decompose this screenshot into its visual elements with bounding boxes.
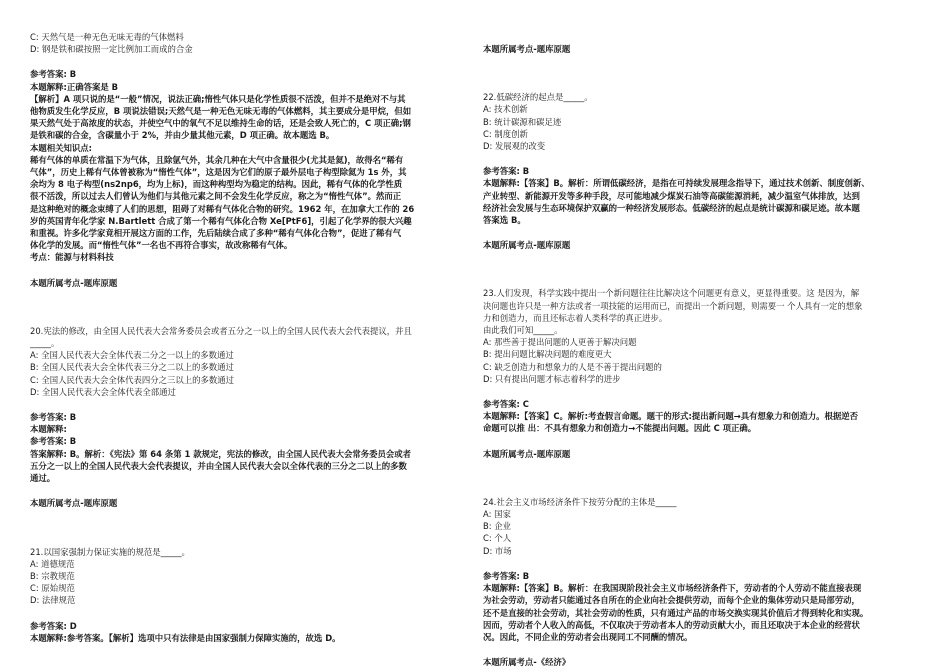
source-line: 本题所属考点-《经济》 <box>483 657 571 668</box>
question-20-stem: 20.宪法的修改，由全国人民代表大会常务委员会或者五分之一以上的全国人民代表大会代表提议，并且 <box>30 325 412 336</box>
explanation-line: 【解析】A 项只说的是“一般”情况，说法正确;惰性气体只是化学性质很不活泼，但并不是绝对不与其 <box>30 93 406 104</box>
explanation-line: 答案选 B。 <box>483 215 526 226</box>
explanation-line: 为社会劳动，劳动者只能通过各自所在的企业向社会提供劳动，而每个企业的集体劳动只是局部劳动， <box>483 595 860 606</box>
knowledge-block <box>30 154 470 252</box>
explanation-block <box>483 410 923 434</box>
source-line: 本题所属考点-题库原题 <box>483 240 571 251</box>
question-20-blank: _____。 <box>30 338 60 349</box>
explanation-heading: 本题解释: <box>30 424 67 435</box>
source-line: 本题所属考点-题库原题 <box>483 44 571 54</box>
stem-line: 23.人们发现，科学实践中提出一个新问题往往比解决这个问题更有意义，更显得重要。这 是因为，解 <box>483 288 860 299</box>
option-b: B: 宗教规范 <box>30 570 75 581</box>
explanation-line: 产业转型、新能源开发等多种手段，尽可能地减少煤炭石油等高碳能源消耗，减少温室气体排放，达到 <box>483 190 860 201</box>
explanation-line: 果天然气处于高浓度的状态，并使空气中的氧气不足以维持生命的话，还是会致人死亡的，C 项正确;钢 <box>30 118 411 129</box>
reference-answer: 参考答案: C <box>483 399 529 410</box>
reference-answer: 参考答案: D <box>30 620 77 631</box>
explanation-line: 答案解释: B。解析：《宪法》第 64 条第 1 款规定，宪法的修改，由全国人民代表大会常务委员会或者 <box>30 448 411 459</box>
option-c: C: 个人 <box>483 533 512 544</box>
explanation-line: 通过。 <box>30 473 56 484</box>
knowledge-line: 余均为 8 电子构型(ns2np6，均为上标)，而这种构型均为稳定的结构。因此，稀有气体的化学性质 <box>30 179 403 190</box>
explanation-block <box>483 177 923 226</box>
option-a: A: 国家 <box>483 509 511 520</box>
knowledge-line: 和重视。许多化学家竟相开展这方面的工作，先后陆续合成了多种“稀有气体化合物”，促进了稀有气 <box>30 228 402 239</box>
reference-answer: 参考答案: B <box>483 166 530 177</box>
explanation-line: 本题解释:参考答案。【解析】选项中只有法律是由国家强制力保障实施的，故选 D。 <box>30 632 341 643</box>
explanation-line: 本题解释:【答案】B。解析：在我国现阶段社会主义市场经济条件下，劳动者的个人劳动不能直接表现 <box>483 583 862 594</box>
knowledge-line: 岁的英国青年化学家 N.Bartlett 合成了第一个稀有气体化合物 Xe[PtF6]，引起了化学界的很大兴趣 <box>30 215 412 226</box>
explanation-line: 还不是直接的社会劳动，其社会劳动的性质，只有通过产品的市场交换实现其价值后才得到转化和实现。 <box>483 607 869 618</box>
option-c: C: 缺乏创造力和想象力的人是不善于提出问题的 <box>483 361 662 372</box>
explanation-line: 本题解释:【答案】C。解析:考查假言命题。题干的形式:提出新问题→具有想象力和创造力。根据逆否 <box>483 411 858 422</box>
stem-line: 决问题也许只是一种方法或者一项技能的运用而已，而提出一个新问题，则需要一 个人具有一定的想象 <box>483 300 863 311</box>
option-a: A: 技术创新 <box>483 104 528 115</box>
option-b: B: 企业 <box>483 521 511 532</box>
option-c: C: 全国人民代表大会全体代表四分之三以上的多数通过 <box>30 374 234 385</box>
option-b: B: 全国人民代表大会全体代表三分之二以上的多数通过 <box>30 362 234 373</box>
reference-answer: 参考答案: B <box>483 570 530 581</box>
knowledge-line: 稀有气体的单质在常温下为气体，且除氩气外，其余几种在大气中含量很少(尤其是氦)，故得名“稀有 <box>30 154 404 165</box>
source-line: 本题所属考点-题库原题 <box>30 277 118 288</box>
explanation-block <box>483 582 923 643</box>
explanation-heading: 本题解释:正确答案是 B <box>30 81 119 92</box>
explanation-line: 是铁和碳的合金，含碳量小于 2%，并由少量其他元素，D 项正确。故本题选 B。 <box>30 130 335 141</box>
option-a: A: 道德规范 <box>30 558 75 569</box>
option-c: C: 原始规范 <box>30 583 75 594</box>
question-22-stem: 22.低碳经济的起点是_____。 <box>483 92 593 103</box>
knowledge-line: 是这种绝对的概念束缚了人们的思想，阻碍了对稀有气体化合物的研究。1962 年，在加拿大工作的 26 <box>30 203 415 214</box>
option-d: D: 发展观的改变 <box>483 141 546 152</box>
explanation-block <box>30 93 470 142</box>
explanation-line: 命题可以推 出：不具有想象力和创造力→不能提出问题。因此 C 项正确。 <box>483 423 757 434</box>
stem-line: 力和创造力，而且还标志着人类科学的真正进步。 <box>483 312 668 323</box>
source-line: 本题所属考点-题库原题 <box>483 448 571 459</box>
reference-answer: 参考答案: B <box>30 436 77 447</box>
option-d: D: 全国人民代表大会全体代表全部通过 <box>30 386 176 397</box>
option-d: D: 市场 <box>483 545 512 556</box>
option-a: A: 那些善于提出问题的人更善于解决问题 <box>483 337 637 348</box>
left-column <box>30 31 470 644</box>
explanation-line: 经济社会发展与生态环境保护双赢的一种经济发展形态。低碳经济的起点是统计碳源和碳足迹。故本题 <box>483 202 860 213</box>
knowledge-line: 很不活泼，所以过去人们曾认为他们与其他元素之间不会发生化学反应，称之为“惰性气体”。然而正 <box>30 191 402 202</box>
explanation-line: 况。因此，不同企业的劳动者会出现同工不同酬的情况。 <box>483 631 693 642</box>
knowledge-line: 气体”，历史上稀有气体曾被称为“惰性气体”，这是因为它们的原子最外层电子构型除氦为 1s 外，其 <box>30 167 407 178</box>
option-a: A: 全国人民代表大会全体代表二分之一以上的多数通过 <box>30 350 234 361</box>
knowledge-heading: 本题相关知识点: <box>30 142 92 153</box>
explanation-line: 本题解释:【答案】B。解析：所谓低碳经济，是指在可持续发展理念指导下，通过技术创新、制度创新、 <box>483 178 870 189</box>
explanation-line: 五分之一以上的全国人民代表大会代表提议，并由全国人民代表大会以全体代表的三分之二以上的多数 <box>30 460 407 471</box>
source-line: 本题所属考点-题库原题 <box>30 498 118 509</box>
question-23-stem <box>483 287 923 336</box>
option-d: D: 法律规范 <box>30 595 76 606</box>
reference-answer: 参考答案: B <box>30 69 77 80</box>
explanation-block <box>30 448 470 485</box>
question-21-stem: 21.以国家强制力保证实施的规范是_____。 <box>30 546 190 557</box>
option-b: B: 统计碳源和碳足迹 <box>483 116 562 127</box>
explanation-line: 他物质发生化学反应，B 项说法错误;天然气是一种无色无味无毒的气体燃料，其主要成分是甲烷，但如 <box>30 106 412 117</box>
question-24-stem: 24.社会主义市场经济条件下按劳分配的主体是_____ <box>483 496 677 507</box>
option-d: D: 只有提出问题才标志着科学的进步 <box>483 373 621 384</box>
stem-line: 由此我们可知_____。 <box>483 325 563 336</box>
option-c: C: 制度创新 <box>483 128 528 139</box>
reference-answer: 参考答案: B <box>30 412 77 423</box>
option-c: C: 天然气是一种无色无味无毒的气体燃料 <box>30 32 184 42</box>
kaodian-line: 考点：能源与材料科技 <box>30 252 114 263</box>
explanation-line: 因而，劳动者个人收入的高低，不仅取决于劳动者本人的劳动贡献大小，而且还取决于本企业的经营状 <box>483 619 860 630</box>
option-b: B: 提出问题比解决问题的难度更大 <box>483 349 612 360</box>
option-d: D: 钢是铁和碳按照一定比例加工而成的合金 <box>30 44 193 55</box>
right-column <box>483 43 923 668</box>
knowledge-line: 体化学的发展。而“惰性气体”一名也不再符合事实，故改称稀有气体。 <box>30 240 293 251</box>
